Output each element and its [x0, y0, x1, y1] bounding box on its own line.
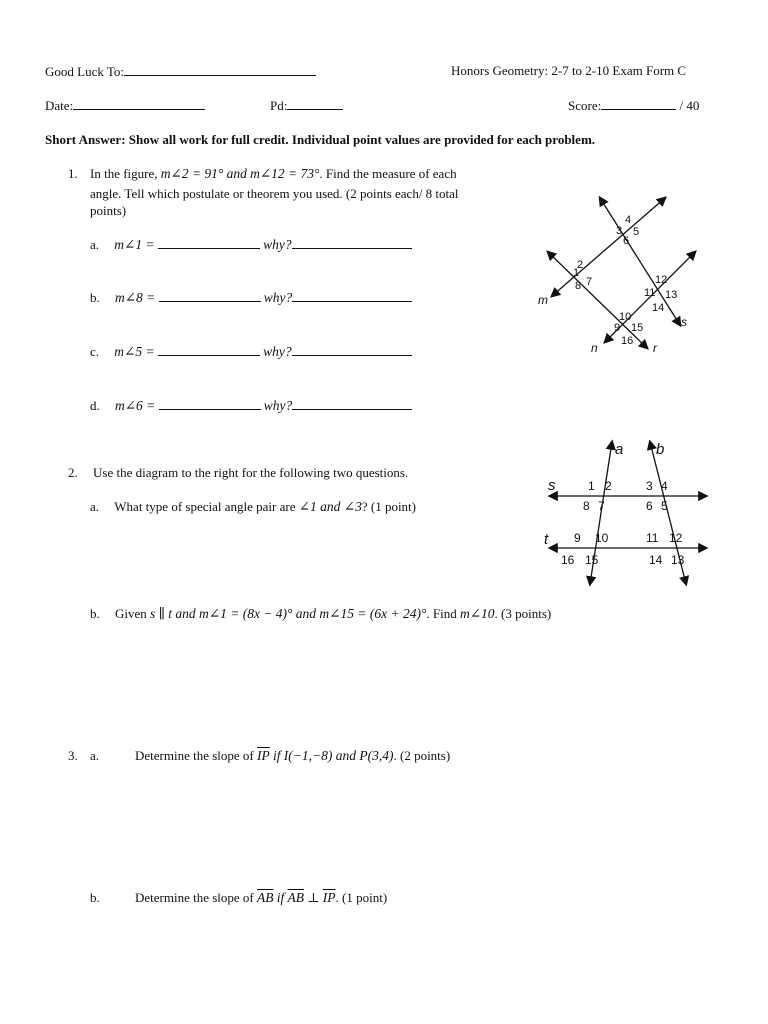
- date-label: Date:: [45, 98, 74, 113]
- name-blank[interactable]: [124, 63, 316, 76]
- q1-intro: In the figure,: [90, 166, 158, 181]
- date-blank[interactable]: [73, 97, 205, 110]
- part-expr: m∠6 =: [115, 398, 156, 413]
- segment-ip: $\overline{IP}$: [322, 890, 336, 905]
- part-letter: c.: [90, 344, 100, 359]
- angle-label: 9: [574, 531, 581, 545]
- score-label: Score:: [568, 98, 602, 113]
- line-label-n: n: [591, 341, 598, 355]
- reason-blank[interactable]: [292, 397, 412, 410]
- q1-part-a: [90, 236, 412, 253]
- q3-part-b: [135, 890, 387, 906]
- q2-number: 2.: [68, 465, 78, 480]
- angle-label: 10: [619, 311, 632, 323]
- angle-label: 12: [669, 531, 683, 545]
- q1-line2: angle. Tell which postulate or theorem you used. (2 points each/ 8 total: [90, 186, 459, 201]
- angle-label: 13: [671, 553, 685, 567]
- reason-blank[interactable]: [292, 289, 412, 302]
- angle-label: 6: [623, 235, 630, 247]
- angle-label: 2: [577, 259, 584, 271]
- q3-number: 3.: [68, 748, 78, 763]
- angle-label: 11: [644, 287, 656, 299]
- reason-blank[interactable]: [292, 236, 412, 249]
- q2-b-given: Given: [115, 606, 147, 621]
- q1-given-b: m∠12 = 73°: [250, 166, 320, 181]
- segment-ab: $\overline{AB}$: [287, 890, 305, 905]
- score-blank[interactable]: [601, 97, 676, 110]
- part-letter: a.: [90, 237, 100, 252]
- q1-number: 1.: [68, 166, 78, 181]
- q3-b-if: if: [276, 890, 285, 905]
- period-blank[interactable]: [287, 97, 343, 110]
- answer-blank[interactable]: [158, 236, 260, 249]
- period-field: [270, 97, 343, 114]
- angle-label: 16: [561, 553, 575, 567]
- part-letter: a.: [90, 499, 100, 514]
- q2-b-math2: m∠10: [459, 606, 495, 621]
- q3-b-text: Determine the slope of: [135, 890, 254, 905]
- part-letter: b.: [90, 606, 100, 621]
- reason-blank[interactable]: [292, 343, 412, 356]
- angle-label: 6: [646, 499, 653, 513]
- instructions: Short Answer: Show all work for full credit. Individual point values are provided for each problem.: [45, 132, 596, 147]
- angle-label: 11: [646, 531, 659, 545]
- why-label: why?: [263, 290, 293, 305]
- q1-figure: [530, 190, 710, 360]
- angle-label: 1: [588, 479, 595, 493]
- angle-label: 15: [585, 553, 599, 567]
- angle-label: 14: [649, 553, 663, 567]
- q2-part-a: [90, 499, 416, 515]
- q1-line3: points): [90, 203, 127, 218]
- line-label-m: m: [538, 293, 548, 307]
- q2-a-end: ? (1 point): [361, 499, 416, 514]
- q2-a-text: What type of special angle pair are: [114, 499, 296, 514]
- angle-label: 12: [655, 274, 668, 286]
- perpendicular-symbol: ⊥: [307, 890, 320, 905]
- good-luck-label: Good Luck To:: [45, 64, 125, 79]
- angle-label: 3: [646, 479, 653, 493]
- angle-label: 3: [616, 225, 623, 237]
- q1-line1: [90, 166, 457, 182]
- segment-ip: $\overline{IP}$: [257, 748, 270, 763]
- period-label: Pd:: [270, 98, 288, 113]
- q2-intro: Use the diagram to the right for the following two questions.: [93, 465, 409, 480]
- line-label-t: t: [544, 531, 549, 548]
- line-s: [600, 198, 680, 325]
- exam-title: Honors Geometry: 2-7 to 2-10 Exam Form C: [451, 63, 687, 78]
- line-label-s: s: [548, 477, 556, 494]
- answer-blank[interactable]: [159, 397, 261, 410]
- q1-part-c: [90, 343, 412, 360]
- q2-a-math: ∠1 and ∠3: [298, 499, 362, 514]
- part-expr: m∠8 =: [115, 290, 156, 305]
- q2-b-math1: s ∥ t and m∠1 = (8x − 4)° and m∠15 = (6x + 24)°: [150, 606, 427, 621]
- angle-label: 2: [605, 479, 612, 493]
- q3-b-end: . (1 point): [335, 890, 388, 905]
- q3-part-a: [135, 748, 450, 764]
- angle-label: 13: [665, 289, 678, 301]
- q1-given-a: m∠2 = 91°: [160, 166, 224, 181]
- angle-label: 9: [614, 322, 621, 334]
- angle-label: 14: [652, 302, 665, 314]
- why-label: why?: [263, 344, 292, 359]
- segment-ab: $\overline{AB}$: [257, 890, 274, 905]
- line-label-r: r: [653, 341, 657, 355]
- line-label-a: a: [615, 441, 624, 458]
- angle-label: 16: [621, 335, 634, 347]
- q2-part-b: [90, 606, 551, 622]
- angle-label: 8: [583, 499, 590, 513]
- answer-blank[interactable]: [159, 289, 261, 302]
- q3-a-letter: a.: [90, 748, 100, 763]
- part-letter: d.: [90, 398, 100, 413]
- angle-label: 4: [625, 214, 632, 226]
- why-label: why?: [263, 237, 292, 252]
- q3-a-text: Determine the slope of: [135, 748, 254, 763]
- line-label-b: b: [656, 441, 665, 458]
- q2-figure: [538, 432, 718, 602]
- angle-label: 1: [573, 267, 580, 279]
- why-label: why?: [263, 398, 293, 413]
- q1-and: and: [226, 166, 247, 181]
- angle-label: 4: [661, 479, 668, 493]
- q2-b-end: . (3 points): [494, 606, 552, 621]
- q1-text-rest: . Find the measure of each: [319, 166, 457, 181]
- angle-label: 7: [586, 276, 593, 288]
- q3-a-end: . (2 points): [393, 748, 451, 763]
- score-total: / 40: [679, 98, 700, 113]
- angle-label: 5: [633, 226, 640, 238]
- date-field: [45, 97, 205, 114]
- angle-label: 7: [598, 499, 605, 513]
- part-letter: b.: [90, 290, 100, 305]
- good-luck-field: [45, 63, 316, 80]
- answer-blank[interactable]: [158, 343, 260, 356]
- q2-b-find: . Find: [426, 606, 457, 621]
- q1-part-b: [90, 289, 412, 306]
- part-expr: m∠5 =: [114, 344, 155, 359]
- angle-label: 10: [595, 531, 609, 545]
- angle-label: 15: [631, 322, 644, 334]
- q1-part-d: [90, 397, 412, 414]
- angle-label: 8: [575, 280, 582, 292]
- q3-b-letter: b.: [90, 890, 100, 905]
- q3-a-math: I(−1,−8) and P(3,4): [283, 748, 394, 763]
- angle-label: 5: [661, 499, 668, 513]
- line-label-s: s: [681, 315, 687, 329]
- part-expr: m∠1 =: [114, 237, 155, 252]
- score-field: [568, 97, 699, 114]
- q3-a-if: if: [273, 748, 281, 763]
